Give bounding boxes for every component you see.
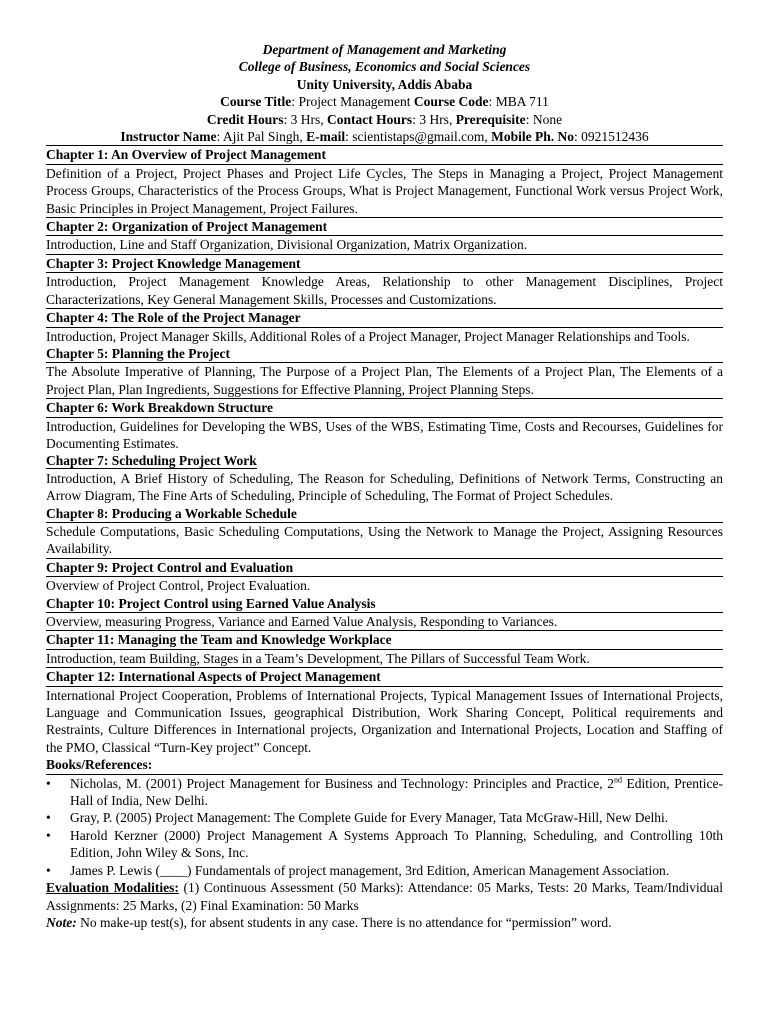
contact-hours-label: Contact Hours	[327, 111, 413, 127]
chapter-body: Introduction, Project Manager Skills, Additional Roles of a Project Manager, Project Manager Relationships and Tools.	[46, 328, 690, 344]
chapter-title: Chapter 1: An Overview of Project Management	[46, 145, 723, 164]
credit-hours-value: 3 Hrs	[290, 111, 321, 127]
mobile-label: Mobile Ph. No	[491, 129, 574, 145]
reference-text-continued: Edition, Prentice-Hall of India, New Delhi.	[70, 775, 723, 809]
hours-line: Credit Hours: 3 Hrs, Contact Hours: 3 Hrs, Prerequisite: None	[206, 111, 563, 127]
list-item	[46, 809, 723, 826]
instructor-value: Ajit Pal Singh	[222, 129, 300, 145]
course-line: Course Title: Project Management Course Code: MBA 711	[220, 94, 549, 110]
instructor-label: Instructor Name	[120, 129, 217, 145]
bullet-icon: •	[46, 827, 51, 843]
chapter-title: Chapter 10: Project Control using Earned Value Analysis	[46, 595, 723, 613]
note	[46, 914, 723, 931]
chapter-body: Introduction, team Building, Stages in a Team’s Development, The Pillars of Successful Team Work.	[46, 650, 590, 666]
email-value[interactable]: scientistaps@gmail.com	[352, 129, 485, 145]
reference-text: James P. Lewis (____) Fundamentals of project management, 3rd Edition, American Management Association.	[70, 862, 670, 878]
chapter-10	[46, 595, 723, 631]
chapter-1	[46, 145, 723, 217]
bullet-icon: •	[46, 862, 51, 878]
reference-text: Nicholas, M. (2001) Project Management for Business and Technology: Principles and Practice, 2	[70, 775, 614, 791]
chapter-6	[46, 398, 723, 452]
course-title-label: Course Title	[220, 94, 292, 110]
chapter-title: Chapter 12: International Aspects of Project Management	[46, 667, 723, 686]
chapter-body: Schedule Computations, Basic Scheduling Computations, Using the Network to Manage the Project, Assigning Resources Availability.	[46, 523, 723, 557]
email-label: E-mail	[306, 129, 346, 145]
course-code-value: MBA 711	[495, 94, 549, 110]
mobile-value: 0921512436	[581, 129, 649, 145]
reference-text: Harold Kerzner (2000) Project Management A Systems Approach To Planning, Scheduling, and Controlling 10th Edition, John Wiley & Sons, Inc.	[70, 827, 723, 861]
chapter-3	[46, 254, 723, 308]
chapter-title: Chapter 6: Work Breakdown Structure	[46, 398, 723, 417]
chapter-5	[46, 345, 723, 398]
bullet-icon: •	[46, 810, 51, 826]
evaluation-modalities	[46, 879, 723, 914]
chapter-4	[46, 308, 723, 345]
chapter-12	[46, 667, 723, 756]
chapter-body: Introduction, Project Management Knowledge Areas, Relationship to other Management Disciplines, Project Characterizations, Key General Management Skills, Processes and Customizations.	[46, 274, 723, 307]
chapter-body: International Project Cooperation, Problems of International Projects, Typical Management Issues of International Projects, Language and Communication Issues, geographical Distribution, Work Sharing Concept, Political requirements and Restraints, Culture Differences in International projects, Organization and International Projects, Location and Staffing of the PMO, Classical “Turn-Key project” Concept.	[46, 687, 723, 755]
chapter-title: Chapter 3: Project Knowledge Management	[46, 254, 723, 273]
instructor-line: Instructor Name: Ajit Pal Singh, E-mail: scientistaps@gmail.com, Mobile Ph. No: 0921512436	[120, 129, 649, 145]
chapter-body: Overview of Project Control, Project Evaluation.	[46, 578, 311, 594]
chapter-title: Chapter 2: Organization of Project Management	[46, 217, 723, 236]
chapter-title: Chapter 11: Managing the Team and Knowledge Workplace	[46, 630, 723, 649]
chapter-body: Introduction, A Brief History of Scheduling, The Reason for Scheduling, Definitions of Network Terms, Constructing an Arrow Diagram, The Fine Arts of Scheduling, Principle of Scheduling, The Format of Project Schedules.	[46, 470, 723, 504]
chapter-title	[46, 452, 723, 469]
note-text: No make-up test(s), for absent students in any case. There is no attendance for “permission” word.	[76, 914, 612, 930]
contact-hours-value: 3 Hrs	[419, 111, 449, 127]
chapter-body: Introduction, Guidelines for Developing the WBS, Uses of the WBS, Estimating Time, Costs and Recourses, Guidelines for Documenting Estimates.	[46, 418, 723, 451]
chapter-9	[46, 558, 723, 595]
list-item	[46, 862, 723, 879]
evaluation-label: Evaluation Modalities:	[46, 880, 179, 896]
chapter-body: Introduction, Line and Staff Organization, Divisional Organization, Matrix Organization.	[46, 237, 528, 253]
bullet-icon: •	[46, 775, 51, 791]
chapter-title: Chapter 5: Planning the Project	[46, 345, 723, 363]
chapter-7	[46, 452, 723, 504]
chapter-title: Chapter 4: The Role of the Project Manager	[46, 308, 723, 327]
chapter-2	[46, 217, 723, 254]
chapter-title-text: Chapter 7: Scheduling Project Work	[46, 453, 257, 469]
college-line: College of Business, Economics and Social Sciences	[238, 59, 531, 75]
chapter-body: Overview, measuring Progress, Variance and Earned Value Analysis, Responding to Variances.	[46, 614, 558, 629]
department-line: Department of Management and Marketing	[262, 42, 507, 57]
university-line: Unity University, Addis Ababa	[296, 76, 473, 92]
reference-text: Gray, P. (2005) Project Management: The Complete Guide for Every Manager, Tata McGraw-Hill, New Delhi.	[70, 810, 669, 826]
credit-hours-label: Credit Hours	[206, 111, 284, 127]
chapter-title: Chapter 9: Project Control and Evaluation	[46, 558, 723, 577]
course-title-value: Project Management	[298, 94, 411, 110]
chapter-title: Chapter 8: Producing a Workable Schedule	[46, 505, 723, 523]
references-list	[46, 775, 723, 879]
reference-superscript: nd	[613, 775, 622, 785]
prerequisite-value: None	[532, 111, 563, 127]
list-item	[46, 775, 723, 810]
chapter-body: The Absolute Imperative of Planning, The Purpose of a Project Plan, The Elements of a Project Plan, The Elements of a Project Plan, Plan Ingredients, Suggestions for Effective Planning, Project Planning Steps.	[46, 364, 723, 397]
prerequisite-label: Prerequisite	[455, 111, 526, 127]
course-code-label: Course Code	[413, 94, 489, 110]
evaluation-text: (1) Continuous Assessment (50 Marks): Attendance: 05 Marks, Tests: 20 Marks, Team/Individual Assignments: 25 Marks, (2) Final Examination: 50 Marks	[46, 880, 723, 913]
header	[46, 41, 723, 145]
chapter-body: Definition of a Project, Project Phases and Project Life Cycles, The Steps in Managing a Project, Project Management Process Groups, Characteristics of the Process Groups, What is Project Management, Functional Work versus Project Work, Basic Principles in Project Management, Project Failures.	[46, 165, 723, 216]
chapter-11	[46, 630, 723, 667]
list-item	[46, 827, 723, 862]
books-references-heading: Books/References:	[46, 756, 723, 774]
note-label: Note:	[46, 914, 77, 930]
chapter-8	[46, 505, 723, 558]
